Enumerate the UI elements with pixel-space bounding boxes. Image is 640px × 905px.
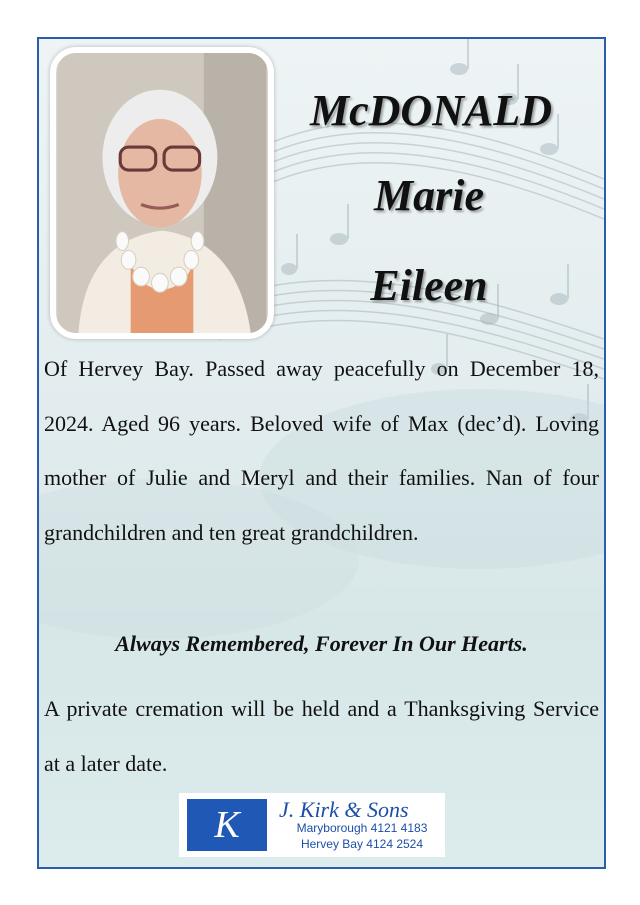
portrait-illustration <box>56 53 268 333</box>
logo-mark <box>187 799 267 851</box>
middle-name-heading: Eileen <box>370 261 488 310</box>
logo-text <box>267 793 445 857</box>
funeral-director-logo <box>179 793 445 857</box>
memorial-motto: Always Remembered, Forever In Our Hearts. <box>115 631 528 656</box>
funeral-director-name: J. Kirk & Sons <box>279 796 409 822</box>
service-details: A private cremation will be held and a Thanksgiving Service at a later date. <box>44 696 599 776</box>
phone-maryborough: Maryborough 4121 4183 <box>296 820 428 835</box>
surname-heading: McDONALD <box>310 86 552 135</box>
obituary-notice <box>37 37 606 869</box>
obituary-paragraph: Of Hervey Bay. Passed away peacefully on December 18, 2024. Aged 96 years. Beloved wife of Max (dec’d). Loving mother of Julie and Meryl and their families. Nan of four grandchildren and ten great grandchildren. <box>44 356 599 545</box>
first-name-heading: Marie <box>374 171 484 220</box>
phone-hervey-bay: Hervey Bay 4124 2524 <box>300 836 424 851</box>
logo-letter: K <box>214 804 240 846</box>
portrait-photo <box>50 47 274 339</box>
